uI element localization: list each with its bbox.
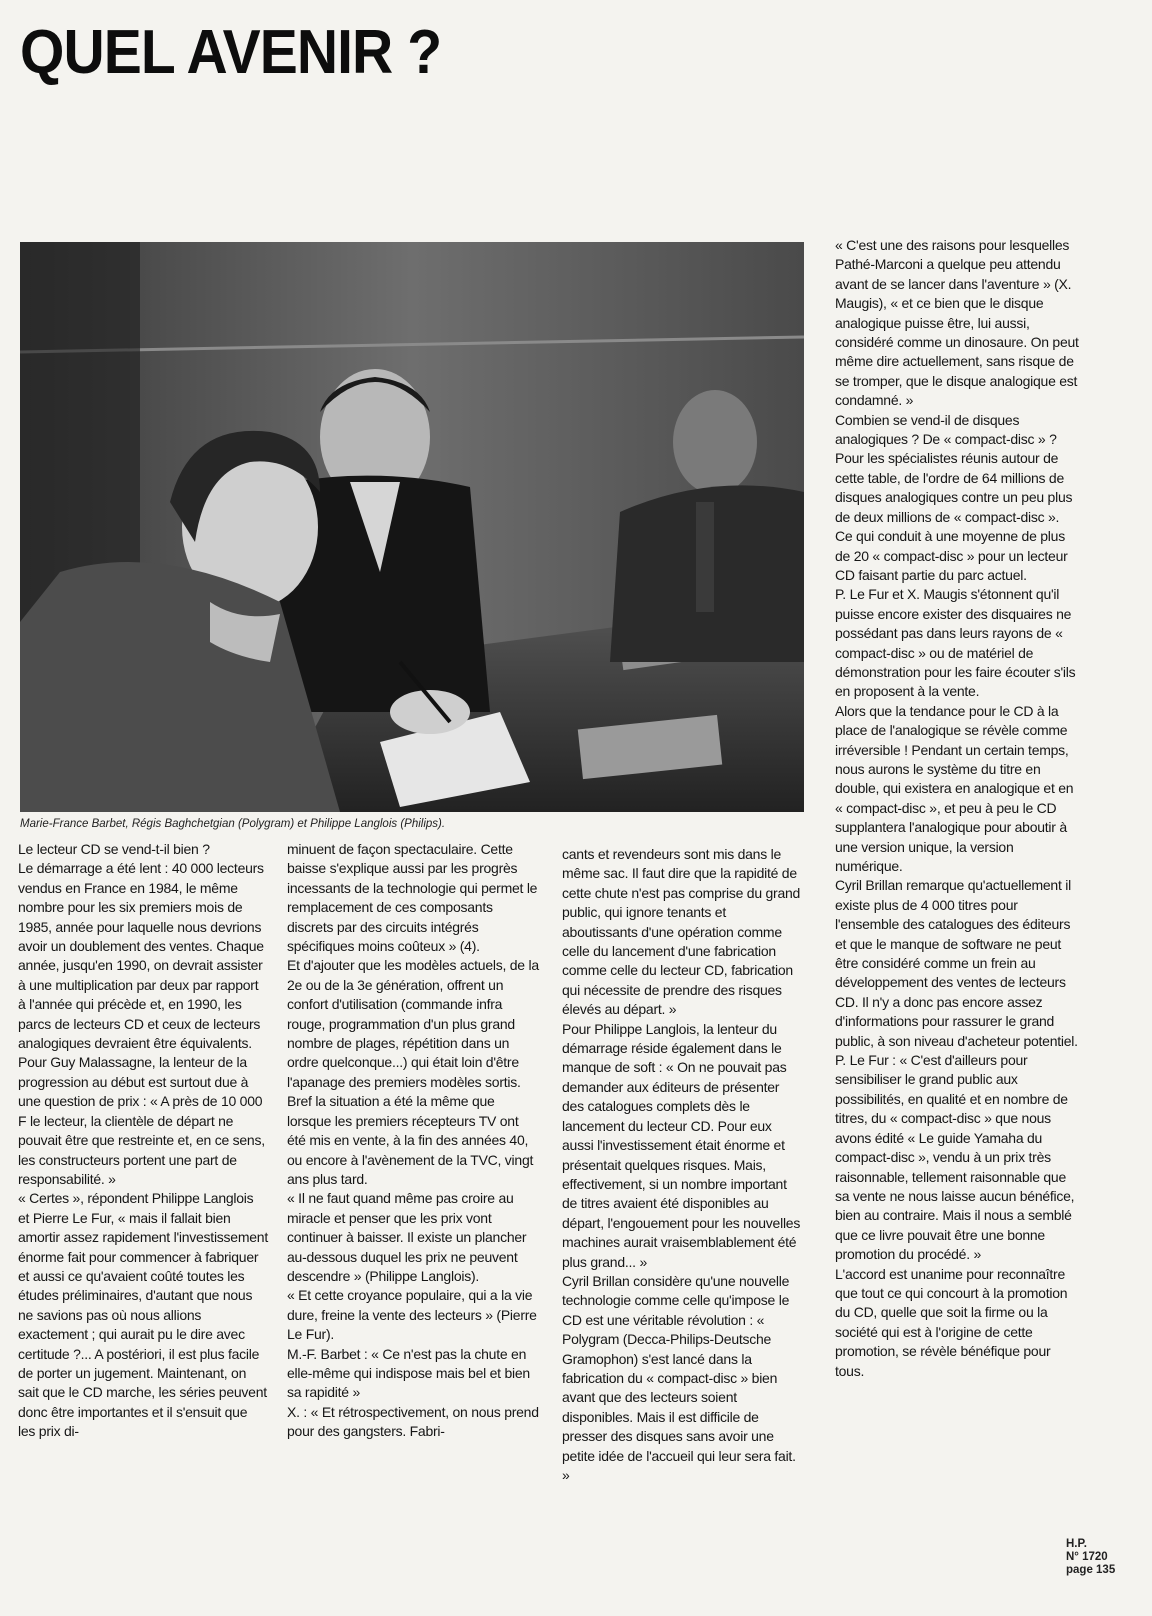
paragraph: Pour Philippe Langlois, la lenteur du démarrage réside également dans le manque de soft : « On ne pouvait pas demander aux éditeurs de présenter des catalogues complets dès le lancement du lecteur CD. Pour eux aussi l'investissement était énorme et présentait quelques risques. Mais, effectivement, si un nombre important de titres avaient été disponibles au départ, l'engouement pour les nouvelles machines aurait vraisemblablement été plus grand... »	[562, 1020, 801, 1270]
page-number: page 135	[1066, 1564, 1116, 1576]
paragraph: L'accord est unanime pour reconnaître que tout ce qui concourt à la promotion du CD, quelle que soit la firme ou la société qui est à l'origine de cette promotion, se révèle bénéfique pour tous.	[835, 1265, 1068, 1379]
paragraph: Cyril Brillan considère qu'une nouvelle technologie comme celle qu'impose le CD est une véritable révolution : « Polygram (Decca-Philips-Deutsche Gramophon) s'est lancé dans la fabrication du « compact-disc » bien avant que des lecteurs soient disponibles. Mais il est difficile de presser des disques sans avoir une petite idée de l'accueil qui leur sera fait. »	[562, 1272, 796, 1483]
photo-illustration	[20, 242, 804, 812]
page-folio	[1066, 1538, 1146, 1577]
paragraph: Pour Guy Malassagne, la lenteur de la progression au début est surtout due à une question de prix : « A près de 10 000 F le lecteur, la clientèle de départ ne pouvait être que restreinte et, en ce sens, les constructeurs portent une part de responsabilité. »	[18, 1054, 265, 1187]
paragraph: Bref la situation a été la même que lorsque les premiers récepteurs TV ont été mis en vente, à la fin des années 40, ou encore à l'avènement de la TVC, vingt ans plus tard.	[287, 1093, 534, 1187]
paragraph: M.-F. Barbet : « Ce n'est pas la chute en elle-même qui indispose mais bel et bien sa rapidité »	[287, 1345, 530, 1401]
paragraph: P. Le Fur : « C'est d'ailleurs pour sensibiliser le grand public aux possibilités, en qualité et en nombre de titres, du « compact-disc » que nous avons édité « Le guide Yamaha du compact-disc », vendu à un prix très raisonnable, tellement raisonnable que sa vente ne nous laisse aucun bénéfice, bien au contraire. Mais il nous a semblé que ce livre pouvait être une bonne promotion du procédé. »	[835, 1052, 1075, 1263]
page-title: QUEL AVENIR ?	[20, 18, 442, 87]
paragraph: « Et cette croyance populaire, qui a la vie dure, freine la vente des lecteurs » (Pierre Le Fur).	[287, 1287, 537, 1343]
issue-number: N° 1720	[1066, 1551, 1108, 1563]
paragraph: Et d'ajouter que les modèles actuels, de la 2e ou de la 3e génération, offrent un confort d'utilisation (commande infra rouge, programmation d'un plus grand nombre de plages, répétition dans un ordre quelconque...) qui était loin d'être l'apanage des premiers modèles sortis.	[287, 957, 539, 1090]
article-column-3	[562, 845, 804, 1485]
paragraph: Le démarrage a été lent : 40 000 lecteurs vendus en France en 1984, le même nombre pour les six premiers mois de 1985, année pour laquelle nous devrions avoir un doublement des ventes. Chaque année, jusqu'en 1990, on devrait assister à une multiplication par deux par rapport à l'année qui précède et, en 1990, les parcs de lecteurs CD et ceux de lecteurs analogiques devraient être équivalents.	[18, 860, 264, 1052]
paragraph: minuent de façon spectaculaire. Cette baisse s'explique aussi par les progrès incessants de la technologie qui permet le remplacement de ces composants discrets par des circuits intégrés spécifiques moins coûteux » (4).	[287, 841, 538, 955]
paragraph: P. Le Fur et X. Maugis s'étonnent qu'il puisse encore exister des disquaires ne possédant pas dans leurs rayons de « compact-disc » ou de matériel de démonstration pour les faire écouter s'ils en proposent à la vente.	[835, 586, 1076, 700]
meeting-photo	[20, 242, 804, 812]
paragraph: cants et revendeurs sont mis dans le même sac. Il faut dire que la rapidité de cette chute n'est pas comprise du grand public, qui ignore tenants et aboutissants d'une opération comme celle du lancement d'une fabrication comme celle du lecteur CD, fabrication qui nécessite de prendre des risques élevés au départ. »	[562, 846, 801, 1018]
photo-caption: Marie-France Barbet, Régis Baghchetgian (Polygram) et Philippe Langlois (Philips).	[20, 818, 446, 830]
paragraph: « Certes », répondent Philippe Langlois et Pierre Le Fur, « mais il fallait bien amortir assez rapidement l'investissement énorme fait pour commencer à fabriquer et aussi ce qu'avaient coûté toutes les études préliminaires, d'autant que nous ne savions pas où nous allions exactement ; qui aurait pu le dire avec certitude ?... A postériori, il est plus facile de porter un jugement. Maintenant, on sait que le CD marche, les séries peuvent donc être importantes et il s'ensuit que les prix di-	[18, 1190, 268, 1440]
paragraph: Combien se vend-il de disques analogiques ? De « compact-disc » ? Pour les spécialistes réunis autour de cette table, de l'ordre de 64 millions de disques analogiques contre un peu plus de deux millions de « compact-disc ». Ce qui conduit à une moyenne de plus de 20 « compact-disc » pour un lecteur CD faisant partie du parc actuel.	[835, 411, 1073, 583]
paragraph: « C'est une des raisons pour lesquelles Pathé-Marconi a quelque peu attendu avant de se lancer dans l'aventure » (X. Maugis), « et ce bien que le disque analogique puisse être, lui aussi, considéré comme un dinosaure. On peut même dire actuellement, sans risque de se tromper, que le disque analogique est condamné. »	[835, 237, 1079, 409]
paragraph: X. : « Et rétrospectivement, on nous prend pour des gangsters. Fabri-	[287, 1403, 539, 1440]
paragraph: Le lecteur CD se vend-t-il bien ?	[18, 841, 210, 857]
paragraph: Cyril Brillan remarque qu'actuellement il existe plus de 4 000 titres pour l'ensemble des catalogues des éditeurs et que le manque de software ne peut être considéré comme un frein au développement des ventes de lecteurs CD. Il n'y a donc pas encore assez d'informations pour rassurer le grand public, à son niveau d'acheteur potentiel.	[835, 877, 1078, 1049]
paragraph: Alors que la tendance pour le CD à la place de l'analogique se révèle comme irréversible ! Pendant un certain temps, nous aurons le système du titre en double, qui existera en analogique et en « compact-disc », et peu à peu le CD supplantera l'analogique pour aboutir à une version unique, la version numérique.	[835, 702, 1074, 874]
paragraph: « Il ne faut quand même pas croire au miracle et penser que les prix vont continuer à baisser. Il existe un plancher au-dessous duquel les prix ne peuvent descendre » (Philippe Langlois).	[287, 1190, 527, 1284]
magazine-name: H.P.	[1066, 1538, 1087, 1550]
article-column-4	[835, 236, 1080, 1381]
article-column-1	[18, 840, 268, 1442]
article-column-2	[287, 840, 539, 1442]
